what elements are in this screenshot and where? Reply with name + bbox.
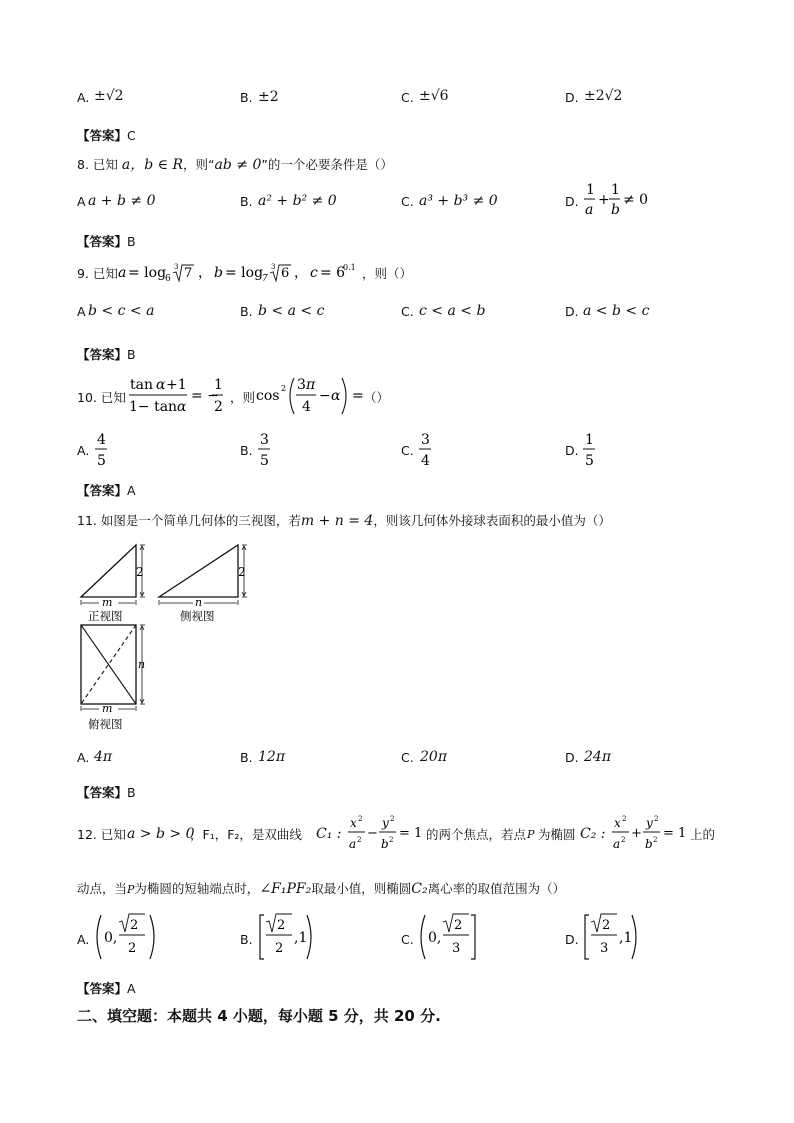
q10-opt-c-fraction bbox=[418, 430, 434, 470]
svg-text:3: 3 bbox=[452, 941, 461, 956]
q7-opt-a: ±√2 bbox=[94, 88, 124, 104]
q12-opt-d-label: D. bbox=[565, 932, 579, 947]
answer-value: A bbox=[127, 981, 136, 996]
svg-text:a: a bbox=[585, 202, 594, 218]
q9-opt-d: a < b < c bbox=[583, 303, 650, 319]
svg-text:2: 2 bbox=[130, 918, 139, 933]
q12-c1: C₁ : bbox=[316, 826, 342, 842]
q12-hyperbola-formula bbox=[346, 812, 426, 856]
svg-text:2: 2 bbox=[621, 836, 626, 844]
svg-text:2: 2 bbox=[275, 941, 284, 956]
q12-stem-mid2: 为椭圆 bbox=[538, 827, 576, 842]
stem-math: P bbox=[127, 883, 135, 896]
svg-text:2: 2 bbox=[277, 918, 286, 933]
svg-text:2: 2 bbox=[214, 399, 223, 415]
dim-label: 2 bbox=[136, 565, 144, 579]
q9-opt-a-label: A bbox=[77, 304, 86, 319]
svg-text:，: ， bbox=[198, 265, 212, 281]
svg-text:4: 4 bbox=[302, 399, 311, 415]
svg-text:2: 2 bbox=[389, 836, 394, 844]
svg-text:a: a bbox=[613, 837, 621, 851]
q9-stem-suffix: ，则（） bbox=[362, 266, 413, 281]
svg-text:cos: cos bbox=[256, 388, 280, 404]
answer-value: C bbox=[127, 128, 136, 143]
svg-text:,1: ,1 bbox=[619, 930, 633, 946]
svg-text:= log: = log bbox=[225, 265, 264, 281]
svg-text:1: 1 bbox=[586, 182, 595, 198]
svg-text:0,: 0, bbox=[428, 930, 442, 946]
q11-stem bbox=[77, 514, 611, 528]
q10-opt-a-label: A. bbox=[77, 443, 90, 458]
stem-math: a，b ∈ R bbox=[121, 157, 184, 173]
svg-text:3: 3 bbox=[297, 377, 306, 393]
svg-text:6: 6 bbox=[281, 266, 290, 281]
svg-text:−: − bbox=[367, 826, 378, 841]
stem-text: ，则该几何体外接球表面积的最小值为（） bbox=[373, 513, 611, 528]
dim-label: n bbox=[138, 658, 146, 671]
q12-ab: a > b > 0 bbox=[127, 826, 195, 842]
numerator: 1 bbox=[585, 432, 594, 448]
q8-opt-b-label: B. bbox=[240, 194, 253, 209]
q11-opt-b-label: B. bbox=[240, 750, 253, 765]
q12-answer-line bbox=[77, 979, 136, 997]
answer-tag: 【答案】 bbox=[77, 483, 128, 498]
q7-opt-b-label: B. bbox=[240, 90, 253, 105]
q10-stem-suffix: （） bbox=[364, 390, 390, 405]
dim-label: 2 bbox=[238, 565, 246, 579]
q12-opt-a-label: A. bbox=[77, 932, 90, 947]
svg-text:0.1: 0.1 bbox=[343, 263, 356, 272]
q7-answer-line bbox=[77, 126, 136, 144]
svg-text:b: b bbox=[214, 265, 223, 281]
side-view-label: 侧视图 bbox=[180, 609, 215, 623]
svg-text:2: 2 bbox=[128, 941, 137, 956]
svg-text:0,: 0, bbox=[104, 930, 118, 946]
q7-opt-d: ±2√2 bbox=[584, 88, 623, 104]
svg-text:7: 7 bbox=[262, 274, 268, 284]
svg-text:x: x bbox=[350, 816, 357, 830]
q8-answer-line bbox=[77, 232, 136, 250]
stem-math: ab ≠ 0 bbox=[214, 157, 262, 173]
q9-stem-formula bbox=[118, 260, 380, 286]
svg-text:b: b bbox=[645, 837, 653, 851]
svg-text:2: 2 bbox=[357, 836, 362, 844]
stem-text: 11. 如图是一个简单几何体的三视图，若 bbox=[77, 513, 301, 528]
q12-opt-a-interval bbox=[93, 912, 165, 962]
svg-text:= 1: = 1 bbox=[663, 826, 687, 841]
q10-opt-b-fraction bbox=[257, 430, 273, 470]
q12-stem-prefix: 12. 已知 bbox=[77, 827, 126, 842]
svg-text:= −: = − bbox=[191, 388, 219, 404]
svg-text:+: + bbox=[631, 826, 642, 841]
q12-c2: C₂ : bbox=[580, 826, 606, 842]
denominator: 4 bbox=[421, 453, 430, 469]
svg-text:2: 2 bbox=[281, 384, 287, 393]
svg-text:+1: +1 bbox=[166, 377, 187, 393]
q7-opt-a-label: A. bbox=[77, 90, 90, 105]
stem-math: ∠F₁PF₂ bbox=[259, 881, 312, 897]
svg-text:2: 2 bbox=[622, 815, 627, 823]
q11-opt-a: 4π bbox=[94, 749, 113, 765]
front-view bbox=[81, 545, 145, 623]
svg-text:b: b bbox=[611, 202, 620, 218]
q8-opt-a-label: A bbox=[77, 194, 86, 209]
stem-text: ”的一个必要条件是（） bbox=[261, 157, 393, 172]
svg-text:α: α bbox=[156, 377, 166, 393]
stem-math: C₂ bbox=[411, 881, 428, 897]
svg-text:c: c bbox=[310, 265, 318, 281]
q10-opt-a-fraction bbox=[94, 430, 110, 470]
q10-given-formula bbox=[127, 374, 227, 418]
svg-text:1: 1 bbox=[214, 377, 223, 393]
q10-opt-d-fraction bbox=[582, 430, 598, 470]
q11-opt-d: 24π bbox=[584, 749, 612, 765]
q9-opt-c-label: C. bbox=[401, 304, 414, 319]
q9-opt-d-label: D. bbox=[565, 304, 579, 319]
svg-text:≠ 0: ≠ 0 bbox=[623, 192, 649, 208]
svg-text:1− tan: 1− tan bbox=[129, 399, 178, 415]
denominator: 5 bbox=[260, 453, 269, 469]
denominator: 5 bbox=[97, 453, 106, 469]
q9-opt-a: b < c < a bbox=[88, 303, 155, 319]
answer-value: A bbox=[127, 483, 136, 498]
q7-opt-b: ±2 bbox=[258, 89, 279, 105]
q8-opt-d-label: D. bbox=[565, 194, 579, 209]
answer-value: B bbox=[127, 347, 136, 362]
svg-text:=: = bbox=[352, 388, 364, 404]
q7-opt-c: ±√6 bbox=[419, 88, 449, 104]
q12-stem-mid: 的两个焦点，若点 bbox=[426, 827, 527, 842]
svg-text:,1: ,1 bbox=[294, 930, 308, 946]
svg-text:a: a bbox=[349, 837, 357, 851]
top-view bbox=[81, 625, 145, 731]
svg-text:3: 3 bbox=[600, 941, 609, 956]
svg-text:2: 2 bbox=[602, 918, 611, 933]
svg-text:2: 2 bbox=[653, 836, 658, 844]
stem-text: 动点，当 bbox=[77, 881, 128, 896]
q9-stem-text: 9. 已知 bbox=[77, 266, 118, 281]
q7-opt-c-label: C. bbox=[401, 90, 414, 105]
q8-opt-d-formula bbox=[582, 180, 652, 222]
svg-text:α: α bbox=[177, 399, 187, 415]
stem-math: m + n = 4 bbox=[300, 513, 374, 529]
svg-text:x: x bbox=[614, 816, 621, 830]
answer-tag: 【答案】 bbox=[77, 347, 128, 362]
svg-text:3: 3 bbox=[174, 263, 179, 271]
q12-opt-b-interval bbox=[256, 912, 328, 962]
q10-opt-b-label: B. bbox=[240, 443, 253, 458]
q9-opt-b-label: B. bbox=[240, 304, 253, 319]
stem-text: 取最小值，则椭圆 bbox=[311, 881, 412, 896]
stem-text: 离心率的取值范围为（） bbox=[427, 881, 566, 896]
svg-text:α: α bbox=[331, 388, 341, 404]
svg-text:2: 2 bbox=[358, 815, 363, 823]
q10-answer-line bbox=[77, 481, 136, 499]
stem-text: 为椭圆的短轴端点时， bbox=[134, 881, 260, 896]
svg-text:= 6: = 6 bbox=[320, 265, 346, 281]
q10-stem-mid: ，则 bbox=[230, 390, 256, 405]
q8-opt-c-label: C. bbox=[401, 194, 414, 209]
q11-opt-c: 20π bbox=[420, 749, 448, 765]
three-view-diagram bbox=[74, 538, 274, 734]
svg-text:−: − bbox=[319, 388, 331, 404]
svg-text:2: 2 bbox=[390, 815, 395, 823]
q11-opt-d-label: D. bbox=[565, 750, 579, 765]
q12-foci: ，F₁，F₂，是双曲线 bbox=[190, 827, 302, 842]
dim-label: m bbox=[102, 702, 113, 715]
q12-opt-d-interval bbox=[581, 912, 653, 962]
q11-opt-b: 12π bbox=[258, 749, 286, 765]
q10-opt-d-label: D. bbox=[565, 443, 579, 458]
top-view-label: 俯视图 bbox=[88, 717, 123, 731]
answer-tag: 【答案】 bbox=[77, 234, 128, 249]
q8-stem bbox=[77, 158, 393, 172]
answer-value: B bbox=[127, 785, 136, 800]
q10-opt-c-label: C. bbox=[401, 443, 414, 458]
q12-ellipse-formula bbox=[610, 812, 690, 856]
q8-opt-b: a² + b² ≠ 0 bbox=[258, 193, 337, 209]
section-heading: 二、填空题：本题共 4 小题，每小题 5 分，共 20 分. bbox=[77, 1007, 441, 1025]
q12-stem-end: 上的 bbox=[690, 827, 716, 842]
answer-tag: 【答案】 bbox=[77, 128, 128, 143]
svg-text:7: 7 bbox=[184, 266, 193, 281]
answer-tag: 【答案】 bbox=[77, 785, 128, 800]
svg-text:2: 2 bbox=[654, 815, 659, 823]
svg-text:π: π bbox=[306, 377, 316, 393]
svg-text:= log: = log bbox=[128, 265, 167, 281]
q9-opt-b: b < a < c bbox=[258, 303, 325, 319]
svg-text:，: ， bbox=[294, 265, 308, 281]
q12-line2 bbox=[77, 882, 565, 896]
answer-tag: 【答案】 bbox=[77, 981, 128, 996]
numerator: 3 bbox=[421, 432, 430, 448]
q7-opt-d-label: D. bbox=[565, 90, 579, 105]
q11-opt-a-label: A. bbox=[77, 750, 90, 765]
q9-opt-c: c < a < b bbox=[419, 303, 486, 319]
dim-label: n bbox=[195, 596, 203, 609]
q8-opt-a: a + b ≠ 0 bbox=[88, 193, 156, 209]
svg-text:y: y bbox=[646, 816, 653, 830]
stem-text: 8. 已知 bbox=[77, 157, 118, 172]
q12-opt-b-label: B. bbox=[240, 932, 253, 947]
svg-text:= 1: = 1 bbox=[399, 826, 423, 841]
q9-answer-line bbox=[77, 345, 136, 363]
numerator: 3 bbox=[260, 432, 269, 448]
q12-opt-c-label: C. bbox=[401, 932, 414, 947]
q10-stem-prefix: 10. 已知 bbox=[77, 390, 126, 405]
q12-point-p: P bbox=[527, 828, 535, 841]
side-view bbox=[159, 545, 247, 623]
svg-text:+: + bbox=[598, 192, 610, 208]
q11-opt-c-label: C. bbox=[401, 750, 414, 765]
svg-text:a: a bbox=[118, 265, 127, 281]
svg-text:tan: tan bbox=[130, 377, 153, 393]
svg-text:1: 1 bbox=[611, 182, 620, 198]
front-view-label: 正视图 bbox=[88, 609, 123, 623]
q11-answer-line bbox=[77, 783, 136, 801]
numerator: 4 bbox=[97, 432, 106, 448]
answer-value: B bbox=[127, 234, 136, 249]
q8-opt-c: a³ + b³ ≠ 0 bbox=[419, 193, 498, 209]
q10-target-formula bbox=[256, 373, 366, 419]
svg-text:b: b bbox=[381, 837, 389, 851]
dim-label: m bbox=[102, 596, 113, 609]
svg-text:y: y bbox=[382, 816, 389, 830]
svg-text:3: 3 bbox=[271, 263, 276, 271]
q12-opt-c-interval bbox=[417, 912, 489, 962]
svg-text:2: 2 bbox=[454, 918, 463, 933]
denominator: 5 bbox=[585, 453, 594, 469]
stem-text: ，则“ bbox=[183, 157, 215, 172]
svg-text:6: 6 bbox=[165, 274, 171, 284]
